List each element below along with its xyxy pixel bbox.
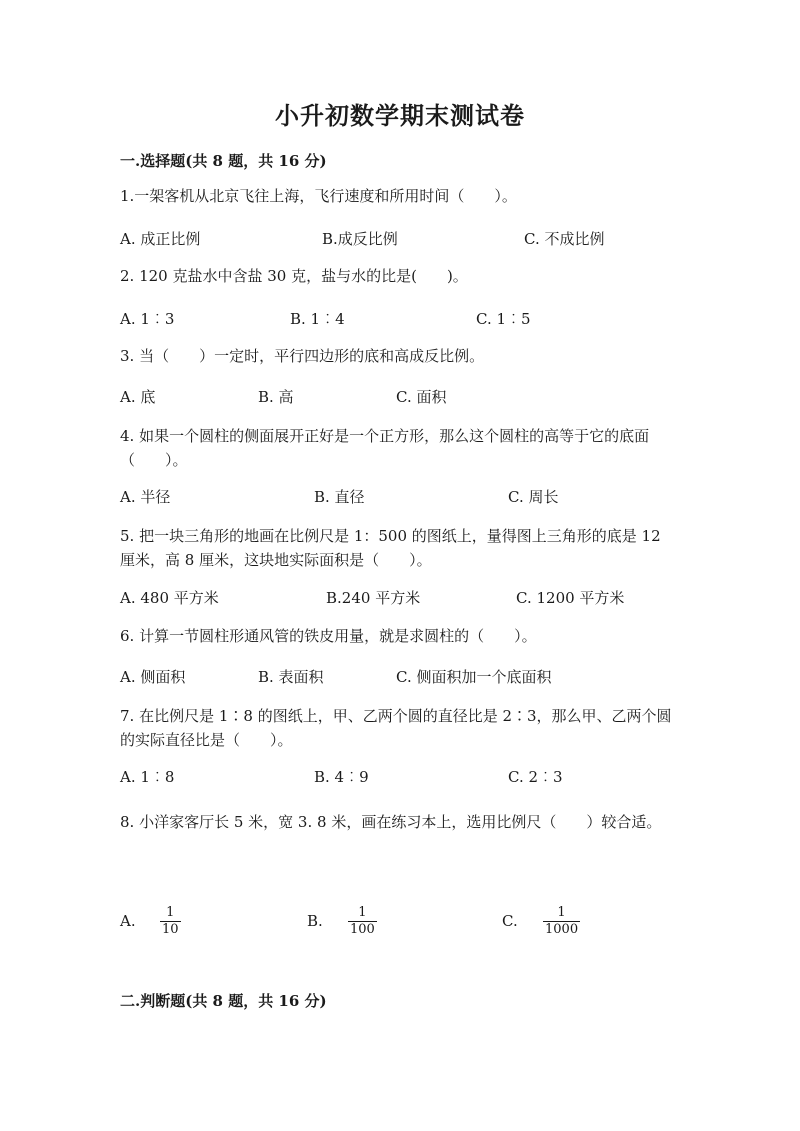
question-5-option-c: C. 1200 平方米 [516,589,625,607]
fraction-denominator: 100 [350,922,375,937]
question-4-option-b: B. 直径 [314,488,365,506]
question-6-option-c: C. 侧面积加一个底面积 [396,668,552,686]
question-2-option-b: B. 1︰4 [290,310,345,328]
question-1-option-c: C. 不成比例 [524,230,605,248]
question-6-option-a: A. 侧面积 [120,668,186,686]
question-8: 8. 小洋家客厅长 5 米，宽 3. 8 米，画在练习本上，选用比例尺（ ）较合适。 [120,813,662,831]
question-6-option-b: B. 表面积 [258,668,324,686]
question-7: 7. 在比例尺是 1∶8 的图纸上，甲、乙两个圆的直径比是 2∶3，那么甲、乙两个圆的实际直径比是（ ）。 [120,707,672,749]
question-1: 1.一架客机从北京飞往上海，飞行速度和所用时间（ ）。 [120,187,517,205]
question-6: 6. 计算一节圆柱形通风管的铁皮用量，就是求圆柱的（ ）。 [120,627,537,645]
fraction-denominator: 1000 [545,922,579,937]
fraction-denominator: 10 [162,922,179,937]
fraction-numerator: 1 [557,905,566,920]
question-4: 4. 如果一个圆柱的侧面展开正好是一个正方形，那么这个圆柱的高等于它的底面（ ）。 [120,427,650,469]
question-2-option-a: A. 1︰3 [120,310,175,328]
question-8-option-b-fraction [348,905,377,938]
question-7-option-b: B. 4︰9 [314,768,369,786]
question-3-option-b: B. 高 [258,388,294,406]
question-1-option-a: A. 成正比例 [120,230,201,248]
question-8-option-b-letter: B. [307,912,323,930]
question-8-option-a-letter: A. [120,912,136,930]
question-5-option-a: A. 480 平方米 [120,589,219,607]
question-3-option-c: C. 面积 [396,388,447,406]
question-4-option-a: A. 半径 [120,488,171,506]
fraction-numerator: 1 [166,905,175,920]
section-heading-judgment: 二.判断题(共 8 题，共 16 分) [120,992,327,1010]
question-5-option-b: B.240 平方米 [326,589,421,607]
question-2-option-c: C. 1︰5 [476,310,531,328]
question-8-option-a-fraction [160,905,181,938]
question-8-option-c-letter: C. [502,912,518,930]
section-heading-choice: 一.选择题(共 8 题，共 16 分) [120,152,327,170]
question-2: 2. 120 克盐水中含盐 30 克，盐与水的比是( )。 [120,267,468,285]
question-5: 5. 把一块三角形的地画在比例尺是 1：500 的图纸上，量得图上三角形的底是 12 厘米，高 8 厘米，这块地实际面积是（ ）。 [120,527,661,569]
page-title: 小升初数学期末测试卷 [275,101,525,130]
question-7-option-a: A. 1︰8 [120,768,175,786]
fraction-numerator: 1 [358,905,367,920]
question-4-option-c: C. 周长 [508,488,559,506]
question-7-option-c: C. 2︰3 [508,768,563,786]
question-1-option-b: B.成反比例 [322,230,398,248]
question-3: 3. 当（ ）一定时，平行四边形的底和高成反比例。 [120,347,485,365]
question-3-option-a: A. 底 [120,388,156,406]
question-8-option-c-fraction [543,905,580,938]
